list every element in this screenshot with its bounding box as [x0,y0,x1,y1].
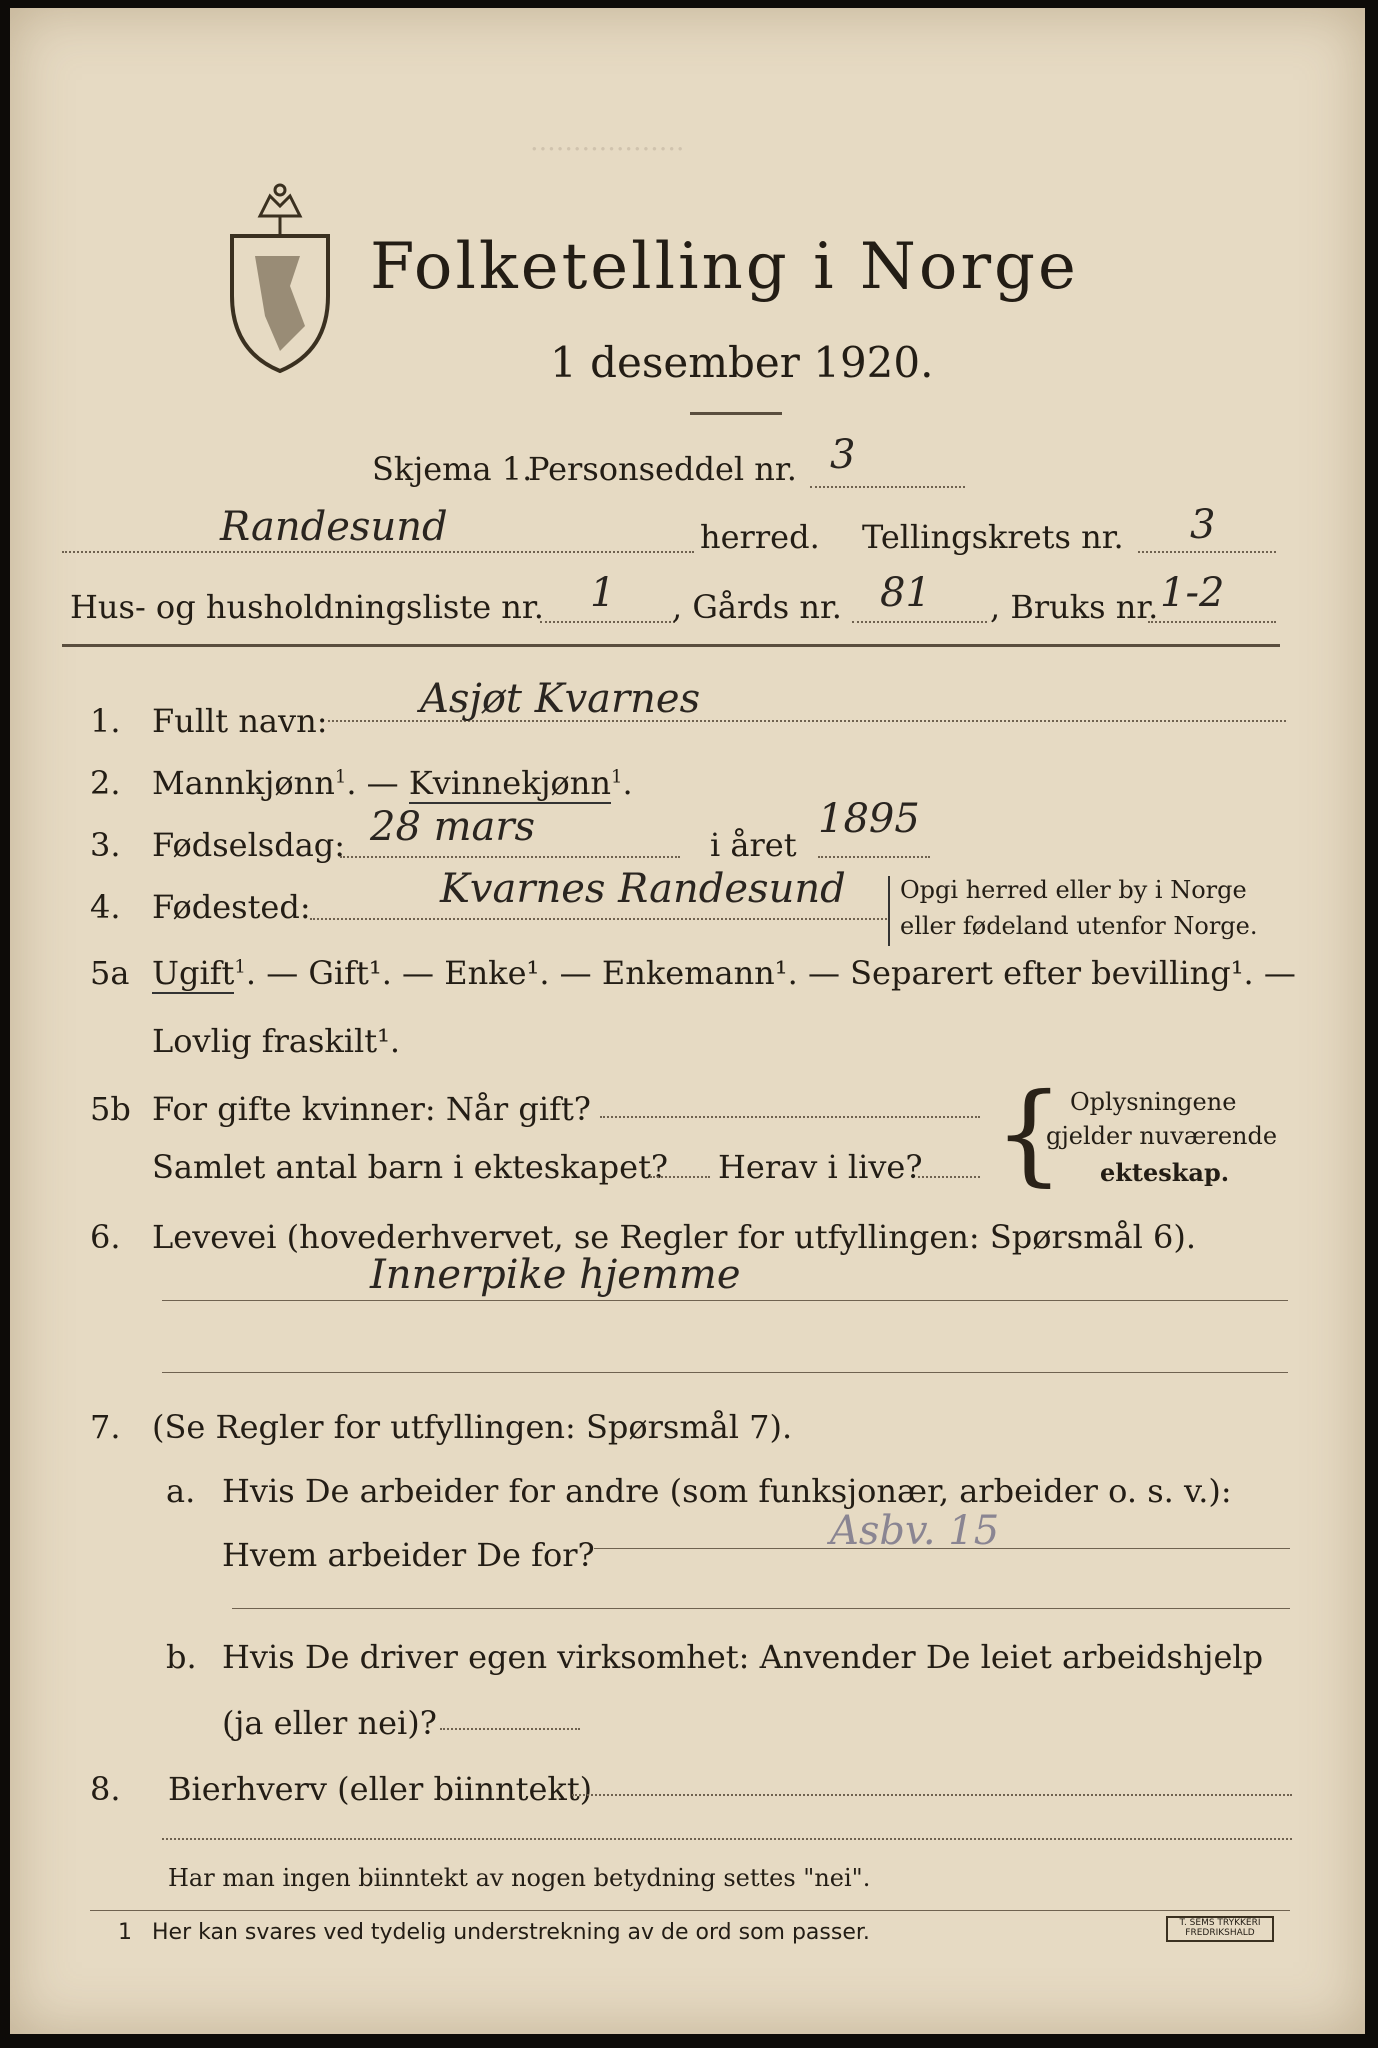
hus-field-line [540,621,675,623]
krets-value[interactable]: 3 [1190,502,1216,548]
footer-rule [90,1910,1290,1911]
q5a-line2[interactable]: Lovlig fraskilt¹. [152,1022,401,1060]
q2-male[interactable]: Mannkjønn [152,764,335,802]
q4-field-line [310,918,890,920]
q5b-note3: ekteskap. [1100,1158,1230,1187]
q1-number: 1. [90,702,121,740]
q5b-children-field-line [650,1176,710,1178]
q1-value[interactable]: Asjøt Kvarnes [420,676,701,722]
header-rule [62,644,1280,647]
q6-field-line1 [162,1300,1288,1301]
printer-stamp: T. SEMS TRYKKERI FREDRIKSHALD [1166,1916,1274,1942]
q7a-line1: Hvis De arbeider for andre (som funksjonær, arbeider o. s. v.): [222,1472,1232,1510]
bruks-value[interactable]: 1-2 [1160,570,1225,616]
q7b-line1: Hvis De driver egen virksomhet: Anvender De leiet arbeidshjelp [222,1638,1264,1676]
q5b-brace: { [994,1069,1064,1197]
q2-female[interactable]: Kvinnekjønn [408,764,611,802]
gards-field-line [852,621,987,623]
q2-number: 2. [90,764,121,802]
herred-label: herred. [700,518,820,556]
q7a-line2: Hvem arbeider De for? [222,1536,595,1574]
q5a-options: Ugift$^1$. — Gift¹. — Enke¹. — Enkemann¹. — Separert efter bevilling¹. — [152,954,1296,992]
footer-note: Har man ingen biinntekt av nogen betydning settes "nei". [168,1864,871,1892]
q5a-number: 5a [90,954,130,992]
q7b-letter: b. [166,1638,197,1676]
footnote-number: 1 [118,1920,132,1945]
q5b-alive-field-line [918,1176,980,1178]
title-divider [690,412,782,415]
q7b-line2: (ja eller nei)? [222,1704,437,1742]
footnote-text: Her kan svares ved tydelig understrekning av de ord som passer. [152,1920,870,1945]
hus-label: Hus- og husholdningsliste nr. [70,588,544,626]
coat-of-arms-icon [220,176,340,376]
q7b-field-line [440,1728,580,1730]
q5a-ugift[interactable]: Ugift [152,954,235,992]
q5a-other-options[interactable]: . — Gift¹. — Enke¹. — Enkemann¹. — Separert efter bevilling¹. — [245,954,1296,992]
q3-year-label: i året [710,826,797,864]
gards-value[interactable]: 81 [880,570,931,616]
herred-value[interactable]: Randesund [220,504,448,550]
schema-label: Skjema 1. [372,450,533,488]
form-date: 1 desember 1920. [550,338,934,387]
q6-number: 6. [90,1218,121,1256]
q6-field-line2 [162,1372,1288,1373]
census-form-page [10,8,1365,2034]
q4-note-line1: Opgi herred eller by i Norge [900,876,1247,904]
q7a-letter: a. [166,1472,196,1510]
krets-field-line [1138,551,1276,553]
q5b-number: 5b [90,1090,131,1128]
person-value[interactable]: 3 [830,432,856,478]
person-label: Personseddel nr. [528,450,797,488]
q4-note-line2: eller fødeland utenfor Norge. [900,912,1258,940]
q5b-label1: For gifte kvinner: Når gift? [152,1090,591,1128]
q7-number: 7. [90,1408,121,1446]
q8-field-line [572,1794,1292,1796]
q3-year-field-line [818,856,930,858]
q7a-value[interactable]: Asbv. 15 [830,1508,1000,1554]
herred-field-line [62,551,694,553]
q3-number: 3. [90,826,121,864]
bleed-through-text: .................. [530,126,685,157]
q5b-note1: Oplysningene [1070,1088,1237,1116]
krets-label: Tellingskrets nr. [862,518,1124,556]
q5b-married-field-line [600,1116,980,1118]
bruks-label: , Bruks nr. [990,588,1159,626]
person-field-line [810,486,965,488]
q5b-note2: gjelder nuværende [1046,1122,1278,1150]
q3-field-line [340,856,680,858]
q4-value[interactable]: Kvarnes Randesund [440,866,846,912]
q5b-label2: Samlet antal barn i ekteskapet? [152,1148,669,1186]
gards-label: , Gårds nr. [672,588,842,626]
q8-field-line2 [162,1838,1292,1840]
q2-options: Mannkjønn$^1$. — Kvinnekjønn$^1$. [152,764,633,802]
hus-value[interactable]: 1 [590,570,616,616]
q6-label: Levevei (hovederhvervet, se Regler for utfyllingen: Spørsmål 6). [152,1218,1197,1256]
q3-value[interactable]: 28 mars [370,804,536,850]
q7a-field-line2 [232,1608,1290,1609]
form-title: Folketelling i Norge [370,230,1079,304]
q8-number: 8. [90,1770,121,1808]
q4-label: Fødested: [152,888,311,926]
q5b-label3: Herav i live? [718,1148,923,1186]
q4-note-bar [888,876,890,946]
q8-label: Bierhverv (eller biinntekt) [168,1770,593,1808]
q6-value[interactable]: Innerpike hjemme [370,1252,741,1298]
q3-year-value[interactable]: 1895 [818,796,920,842]
q1-label: Fullt navn: [152,702,328,740]
q7-label: (Se Regler for utfyllingen: Spørsmål 7). [152,1408,793,1446]
bruks-field-line [1148,621,1276,623]
q3-label: Fødselsdag: [152,826,346,864]
q4-number: 4. [90,888,121,926]
